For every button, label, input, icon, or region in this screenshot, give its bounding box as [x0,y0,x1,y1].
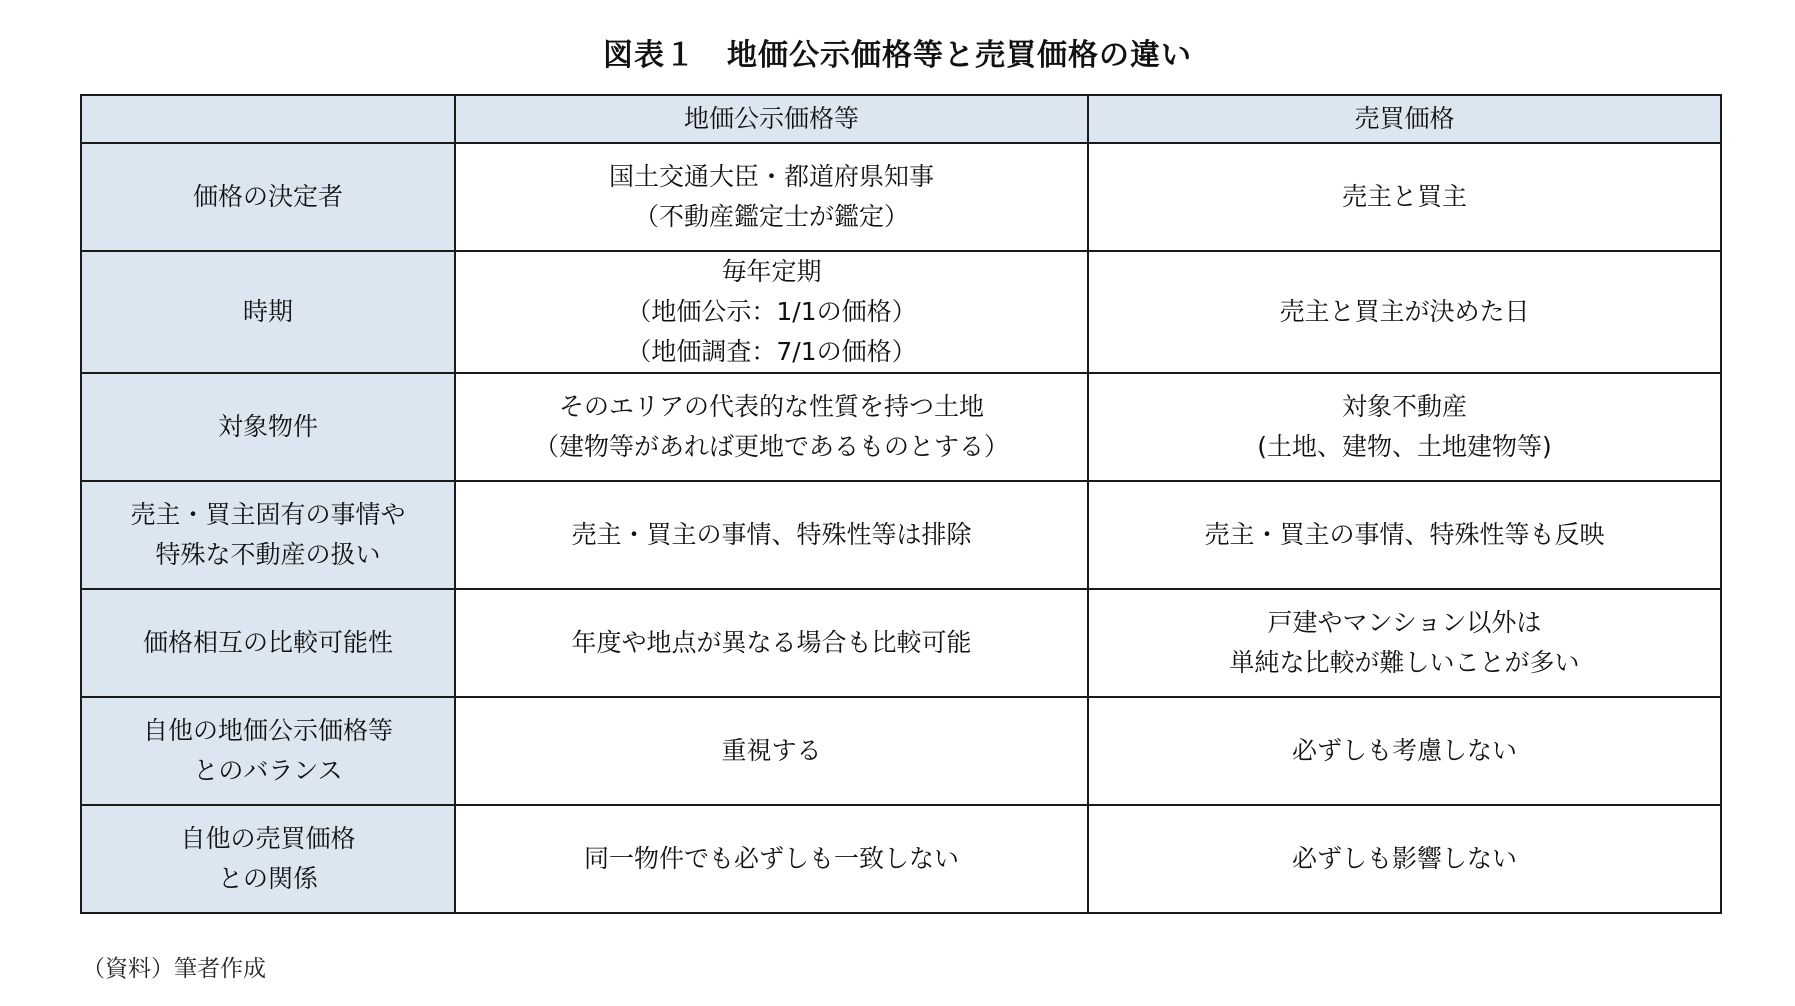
sale-price-cell [1088,481,1721,589]
public-price-cell [455,697,1088,805]
cell-text-line: 時期 [242,297,293,326]
public-price-cell [455,589,1088,697]
cell-text-line: 売主・買主の事情、特殊性等は排除 [571,520,972,549]
public-price-cell [455,143,1088,251]
row-label-cell [81,251,455,373]
table-row [81,373,1721,481]
cell-text-line: （不動産鑑定士が鑑定） [633,202,909,231]
cell-text-line: 対象不動産 [1341,392,1467,421]
cell-text-line: （地価公示：1/1の価格） [626,297,917,326]
header-cell-public-price: 地価公示価格等 [455,95,1088,143]
sale-price-cell [1088,143,1721,251]
table-row [81,481,1721,589]
cell-text-line: 必ずしも影響しない [1291,844,1517,873]
cell-text-line: 単純な比較が難しいことが多い [1229,648,1580,677]
cell-text-line: 自他の売買価格 [180,824,356,853]
cell-text-line: とのバランス [193,756,343,785]
cell-text-line: （建物等があれば更地であるものとする） [533,432,1009,461]
table-header-row [81,95,1721,143]
public-price-cell [455,481,1088,589]
cell-text-line: 売主と買主が決めた日 [1279,297,1530,326]
figure-title: 図表１ 地価公示価格等と売買価格の違い [603,38,1192,73]
cell-text-line: （地価調査：7/1の価格） [626,337,917,366]
row-label-cell [81,589,455,697]
cell-text-line: 対象物件 [217,412,318,441]
public-price-cell [455,805,1088,913]
cell-text-line: 売主・買主の事情、特殊性等も反映 [1204,520,1605,549]
table-row [81,805,1721,913]
public-price-cell [455,373,1088,481]
table-row [81,143,1721,251]
row-label-cell [81,373,455,481]
cell-text-line: 売主と買主 [1341,182,1467,211]
row-label-cell [81,697,455,805]
cell-text-line: そのエリアの代表的な性質を持つ土地 [558,392,984,421]
cell-text-line: 価格相互の比較可能性 [142,628,393,657]
sale-price-cell [1088,251,1721,373]
cell-text-line: 必ずしも考慮しない [1291,736,1517,765]
cell-text-line: 年度や地点が異なる場合も比較可能 [571,628,972,657]
table-row [81,251,1721,373]
cell-text-line: (土地、建物、土地建物等) [1257,432,1552,461]
cell-text-line: との関係 [217,864,318,893]
sale-price-cell [1088,589,1721,697]
cell-text-line: 重視する [721,736,822,765]
header-cell-sale-price: 売買価格 [1088,95,1721,143]
row-label-cell [81,481,455,589]
cell-text-line: 売主・買主固有の事情や [130,500,406,529]
source-note: （資料）筆者作成 [82,956,266,982]
row-label-cell [81,805,455,913]
cell-text-line: 自他の地価公示価格等 [142,716,393,745]
row-label-cell [81,143,455,251]
cell-text-line: 価格の決定者 [192,182,343,211]
cell-text-line: 国土交通大臣・都道府県知事 [608,162,934,191]
cell-text-line: 同一物件でも必ずしも一致しない [583,844,959,873]
cell-text-line: 毎年定期 [721,257,822,286]
cell-text-line: 特殊な不動産の扱い [155,540,381,569]
table-row [81,697,1721,805]
comparison-table [80,94,1722,914]
public-price-cell [455,251,1088,373]
table-row [81,589,1721,697]
sale-price-cell [1088,373,1721,481]
cell-text-line: 戸建やマンション以外は [1267,608,1542,637]
sale-price-cell [1088,805,1721,913]
table-body [81,143,1721,913]
header-cell-empty [81,95,455,143]
sale-price-cell [1088,697,1721,805]
